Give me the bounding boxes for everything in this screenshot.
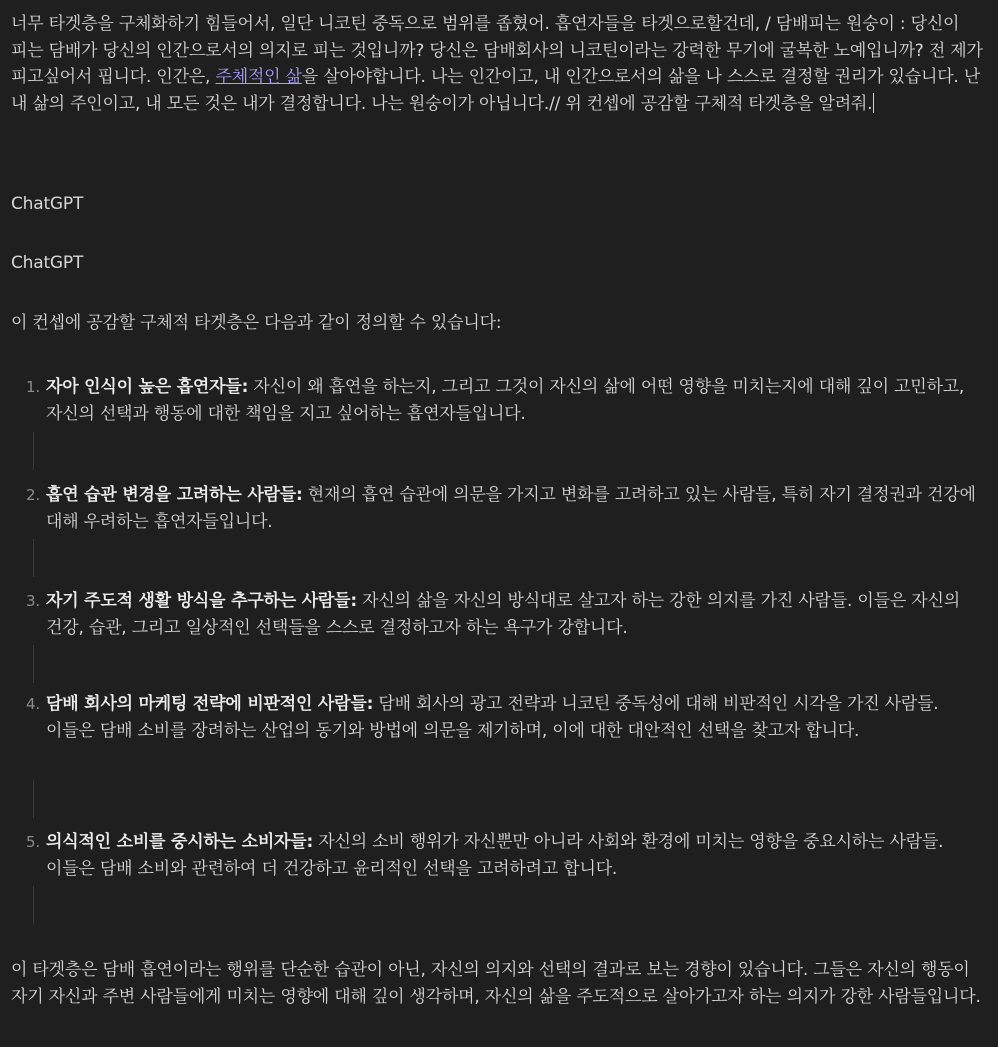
list-item	[26, 588, 980, 641]
user-prompt-text[interactable]	[11, 11, 988, 117]
list-item	[26, 691, 980, 744]
speaker-label: ChatGPT	[11, 253, 84, 273]
answer-outro: 이 타겟층은 담배 흡연이라는 행위를 단순한 습관이 아닌, 자신의 의지와 선택의 결과로 보는 경향이 있습니다. 그들은 자신의 행동이 자기 자신과 주변 사람들에게 미치는 영향에 대해 깊이 생각하며, 자신의 삶을 주도적으로 살아가고자 하는 의지가 강한 사람들입니다.	[11, 960, 981, 1007]
list-item-number: 1.	[26, 378, 40, 396]
list-gutter-line	[33, 645, 34, 683]
list-gutter-line	[33, 780, 34, 818]
list-item	[26, 374, 980, 427]
list-item	[26, 482, 980, 535]
prompt-text-part-1: 너무 타겟층을 구체화하기 힘들어서, 일단 니코틴 중독으로 범위를 좁혔어. 흡연자들을 타겟으로할건데, / 담배피는 원숭이 : 당신이 피는 담배가 당신의 인간으로서의 의지로 피는 것입니까? 당신은 담배회사의 니코틴이라는 강력한 무기에 굴복한 노예입니까? 전 제가 피고싶어서 핍니다. 인간은,	[11, 14, 983, 87]
list-item-title: 흡연 습관 변경을 고려하는 사람들:	[46, 485, 303, 505]
list-item-number: 2.	[26, 486, 40, 504]
prompt-link[interactable]: 주체적인 삶	[215, 67, 302, 87]
prompt-text-part-2: 을 살아야합니다. 나는 인간이고, 내 인간으로서의 삶을 나 스스로 결정할 권리가 있습니다. 난 내 삶의 주인이고, 내 모든 것은 내가 결정합니다. 나는 원숭이가 아닙니다.// 위 컨셉에 공감할 구체적 타겟층을 알려줘.	[11, 67, 981, 114]
answer-intro: 이 컨셉에 공감할 구체적 타겟층은 다음과 같이 정의할 수 있습니다:	[11, 313, 502, 333]
speaker-label: ChatGPT	[11, 194, 84, 214]
list-item-title: 의식적인 소비를 중시하는 소비자들:	[46, 832, 314, 852]
list-item-body: 자신의 소비 행위가 자신뿐만 아니라 사회와 환경에 미치는 영향을 중요시하는 사람들. 이들은 담배 소비와 관련하여 더 건강하고 윤리적인 선택을 고려하려고 합니다.	[46, 832, 944, 879]
list-item-body: 담배 회사의 광고 전략과 니코틴 중독성에 대해 비판적인 시각을 가진 사람들. 이들은 담배 소비를 장려하는 산업의 동기와 방법에 의문을 제기하며, 이에 대한 대안적인 선택을 찾고자 합니다.	[46, 694, 939, 741]
list-item-body: 자신의 삶을 자신의 방식대로 살고자 하는 강한 의지를 가진 사람들. 이들은 자신의 건강, 습관, 그리고 일상적인 선택들을 스스로 결정하고자 하는 욕구가 강합니다.	[46, 591, 960, 638]
list-item-body: 자신이 왜 흡연을 하는지, 그리고 그것이 자신의 삶에 어떤 영향을 미치는지에 대해 깊이 고민하고, 자신의 선택과 행동에 대한 책임을 지고 싶어하는 흡연자들입니다.	[46, 377, 965, 424]
list-item-number: 3.	[26, 592, 40, 610]
list-item-number: 5.	[26, 833, 40, 851]
list-gutter-line	[33, 539, 34, 577]
list-item-title: 담배 회사의 마케팅 전략에 비판적인 사람들:	[46, 694, 374, 714]
list-item-title: 자아 인식이 높은 흡연자들:	[46, 377, 249, 397]
list-gutter-line	[33, 886, 34, 924]
list-item-body: 현재의 흡연 습관에 의문을 가지고 변화를 고려하고 있는 사람들, 특히 자기 결정권과 건강에 대해 우려하는 흡연자들입니다.	[46, 485, 976, 532]
text-cursor	[873, 93, 874, 113]
list-gutter-line	[33, 432, 34, 470]
list-item	[26, 829, 980, 882]
list-item-number: 4.	[26, 695, 40, 713]
list-item-title: 자기 주도적 생활 방식을 추구하는 사람들:	[46, 591, 357, 611]
